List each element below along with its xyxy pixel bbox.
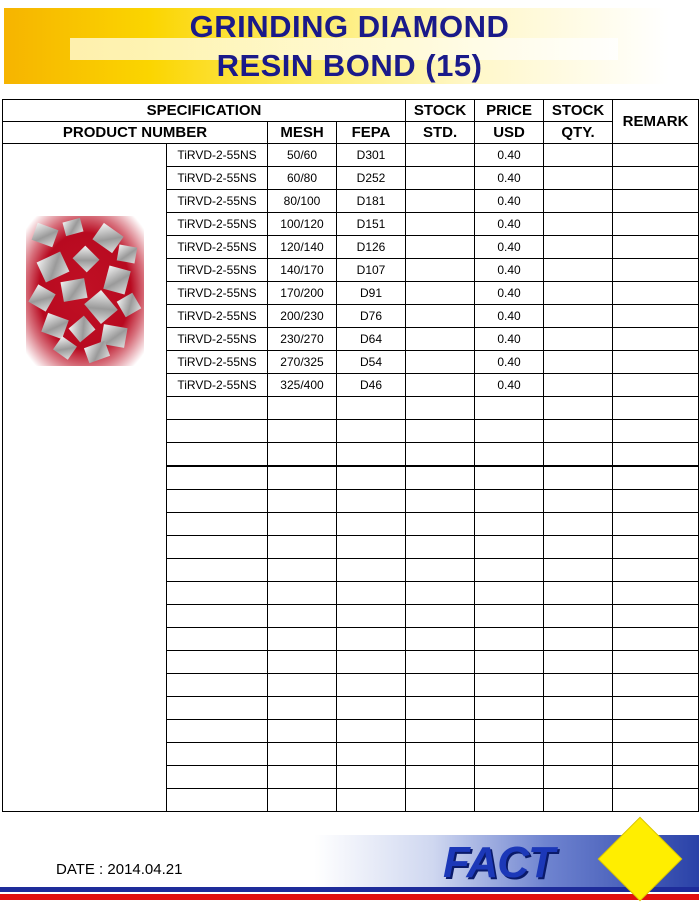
- diamond-crystal: [28, 284, 55, 311]
- fepa-cell: [337, 420, 406, 443]
- stock-std-cell: [406, 490, 475, 513]
- fepa-cell: [337, 674, 406, 697]
- diamond-crystal: [36, 252, 69, 283]
- stock-std-cell: [406, 374, 475, 397]
- mesh-cell: 140/170: [268, 259, 337, 282]
- table-body: [3, 144, 699, 812]
- stock-std-cell: [406, 605, 475, 628]
- stock-std-cell: [406, 190, 475, 213]
- remark-cell: [613, 328, 699, 351]
- mesh-cell: [268, 766, 337, 789]
- remark-cell: [613, 282, 699, 305]
- fepa-cell: [337, 697, 406, 720]
- remark-cell: [613, 697, 699, 720]
- diamond-crystal: [53, 336, 77, 359]
- header-specification: SPECIFICATION: [3, 100, 406, 122]
- price-cell: [475, 766, 544, 789]
- remark-cell: [613, 789, 699, 812]
- stock-std-cell: [406, 144, 475, 167]
- product-number-cell: [167, 720, 268, 743]
- stock-qty-cell: [544, 420, 613, 443]
- fepa-cell: D151: [337, 213, 406, 236]
- product-number-cell: [167, 766, 268, 789]
- remark-cell: [613, 651, 699, 674]
- product-number-cell: TiRVD-2-55NS: [167, 190, 268, 213]
- header-stock-std-line2: STD.: [406, 122, 475, 144]
- price-cell: 0.40: [475, 282, 544, 305]
- stock-qty-cell: [544, 167, 613, 190]
- header-price-line1: PRICE: [475, 100, 544, 122]
- remark-cell: [613, 466, 699, 490]
- stock-std-cell: [406, 674, 475, 697]
- remark-cell: [613, 351, 699, 374]
- fepa-cell: [337, 766, 406, 789]
- mesh-cell: [268, 582, 337, 605]
- stock-std-cell: [406, 720, 475, 743]
- mesh-cell: 100/120: [268, 213, 337, 236]
- page-title-line1: GRINDING DIAMOND: [189, 9, 510, 44]
- stock-qty-cell: [544, 766, 613, 789]
- remark-cell: [613, 628, 699, 651]
- fepa-cell: [337, 513, 406, 536]
- stock-std-cell: [406, 697, 475, 720]
- footer-rule-blue: [0, 887, 699, 892]
- stock-qty-cell: [544, 651, 613, 674]
- header-price-line2: USD: [475, 122, 544, 144]
- stock-qty-cell: [544, 397, 613, 420]
- price-cell: 0.40: [475, 374, 544, 397]
- stock-qty-cell: [544, 259, 613, 282]
- price-cell: 0.40: [475, 305, 544, 328]
- stock-qty-cell: [544, 190, 613, 213]
- product-number-cell: TiRVD-2-55NS: [167, 144, 268, 167]
- product-number-cell: [167, 490, 268, 513]
- remark-cell: [613, 743, 699, 766]
- fepa-cell: [337, 443, 406, 467]
- stock-qty-cell: [544, 144, 613, 167]
- mesh-cell: [268, 466, 337, 490]
- stock-qty-cell: [544, 605, 613, 628]
- diamond-crystal: [41, 313, 69, 339]
- product-number-cell: [167, 605, 268, 628]
- fepa-cell: D181: [337, 190, 406, 213]
- mesh-cell: [268, 559, 337, 582]
- specification-table: [2, 99, 699, 812]
- stock-qty-cell: [544, 743, 613, 766]
- stock-std-cell: [406, 397, 475, 420]
- mesh-cell: [268, 628, 337, 651]
- remark-cell: [613, 766, 699, 789]
- stock-qty-cell: [544, 559, 613, 582]
- stock-std-cell: [406, 213, 475, 236]
- price-cell: 0.40: [475, 259, 544, 282]
- product-number-cell: [167, 466, 268, 490]
- mesh-cell: [268, 490, 337, 513]
- stock-std-cell: [406, 536, 475, 559]
- mesh-cell: 60/80: [268, 167, 337, 190]
- remark-cell: [613, 305, 699, 328]
- price-cell: [475, 743, 544, 766]
- product-image-cell: [3, 144, 167, 812]
- remark-cell: [613, 190, 699, 213]
- stock-qty-cell: [544, 282, 613, 305]
- stock-std-cell: [406, 582, 475, 605]
- fepa-cell: [337, 651, 406, 674]
- fepa-cell: [337, 582, 406, 605]
- fepa-cell: [337, 605, 406, 628]
- product-number-cell: [167, 743, 268, 766]
- price-cell: 0.40: [475, 167, 544, 190]
- header-stock-qty-line2: QTY.: [544, 122, 613, 144]
- mesh-cell: 325/400: [268, 374, 337, 397]
- product-number-cell: TiRVD-2-55NS: [167, 351, 268, 374]
- price-cell: 0.40: [475, 351, 544, 374]
- fepa-cell: [337, 397, 406, 420]
- fepa-cell: D107: [337, 259, 406, 282]
- stock-qty-cell: [544, 789, 613, 812]
- stock-std-cell: [406, 305, 475, 328]
- stock-qty-cell: [544, 305, 613, 328]
- header-stock-qty-line1: STOCK: [544, 100, 613, 122]
- remark-cell: [613, 167, 699, 190]
- fepa-cell: D64: [337, 328, 406, 351]
- fepa-cell: [337, 628, 406, 651]
- stock-std-cell: [406, 513, 475, 536]
- stock-std-cell: [406, 328, 475, 351]
- price-cell: 0.40: [475, 144, 544, 167]
- product-number-cell: [167, 789, 268, 812]
- remark-cell: [613, 674, 699, 697]
- mesh-cell: [268, 513, 337, 536]
- mesh-cell: [268, 720, 337, 743]
- fepa-cell: D252: [337, 167, 406, 190]
- stock-std-cell: [406, 743, 475, 766]
- stock-qty-cell: [544, 351, 613, 374]
- remark-cell: [613, 559, 699, 582]
- diamond-crystal: [83, 341, 109, 364]
- product-number-cell: TiRVD-2-55NS: [167, 305, 268, 328]
- remark-cell: [613, 605, 699, 628]
- product-number-cell: [167, 628, 268, 651]
- mesh-cell: [268, 651, 337, 674]
- price-cell: 0.40: [475, 328, 544, 351]
- price-cell: 0.40: [475, 190, 544, 213]
- price-cell: 0.40: [475, 213, 544, 236]
- fepa-cell: [337, 559, 406, 582]
- stock-std-cell: [406, 766, 475, 789]
- stock-std-cell: [406, 789, 475, 812]
- diamond-crystal: [103, 266, 130, 295]
- remark-cell: [613, 582, 699, 605]
- fepa-cell: D91: [337, 282, 406, 305]
- stock-std-cell: [406, 651, 475, 674]
- price-cell: [475, 651, 544, 674]
- stock-qty-cell: [544, 443, 613, 467]
- remark-cell: [613, 720, 699, 743]
- diamond-crystal: [116, 245, 137, 264]
- mesh-cell: 230/270: [268, 328, 337, 351]
- mesh-cell: [268, 443, 337, 467]
- fepa-cell: [337, 789, 406, 812]
- stock-qty-cell: [544, 374, 613, 397]
- header-product-number: PRODUCT NUMBER: [3, 122, 268, 144]
- price-cell: [475, 720, 544, 743]
- price-cell: [475, 397, 544, 420]
- mesh-cell: [268, 420, 337, 443]
- price-cell: [475, 697, 544, 720]
- header-stock-std-line1: STOCK: [406, 100, 475, 122]
- product-number-cell: [167, 674, 268, 697]
- stock-qty-cell: [544, 213, 613, 236]
- diamond-crystal: [31, 223, 58, 247]
- product-number-cell: TiRVD-2-55NS: [167, 374, 268, 397]
- remark-cell: [613, 397, 699, 420]
- stock-qty-cell: [544, 513, 613, 536]
- remark-cell: [613, 144, 699, 167]
- footer-rule-red: [0, 894, 699, 900]
- remark-cell: [613, 374, 699, 397]
- price-cell: [475, 605, 544, 628]
- stock-qty-cell: [544, 697, 613, 720]
- mesh-cell: 170/200: [268, 282, 337, 305]
- stock-qty-cell: [544, 628, 613, 651]
- remark-cell: [613, 490, 699, 513]
- remark-cell: [613, 213, 699, 236]
- fact-logo: FACT: [443, 838, 554, 887]
- product-number-cell: [167, 420, 268, 443]
- product-number-cell: TiRVD-2-55NS: [167, 259, 268, 282]
- stock-std-cell: [406, 282, 475, 305]
- stock-qty-cell: [544, 674, 613, 697]
- product-number-cell: TiRVD-2-55NS: [167, 328, 268, 351]
- stock-std-cell: [406, 559, 475, 582]
- product-number-cell: [167, 582, 268, 605]
- mesh-cell: [268, 743, 337, 766]
- fepa-cell: [337, 536, 406, 559]
- mesh-cell: [268, 674, 337, 697]
- product-number-cell: TiRVD-2-55NS: [167, 236, 268, 259]
- product-number-cell: [167, 697, 268, 720]
- diamond-crystal: [62, 218, 83, 236]
- stock-qty-cell: [544, 236, 613, 259]
- price-cell: [475, 490, 544, 513]
- price-cell: 0.40: [475, 236, 544, 259]
- price-cell: [475, 466, 544, 490]
- diamond-crystal: [68, 316, 95, 343]
- fepa-cell: [337, 720, 406, 743]
- fepa-cell: D76: [337, 305, 406, 328]
- mesh-cell: 200/230: [268, 305, 337, 328]
- stock-std-cell: [406, 420, 475, 443]
- header-mesh: MESH: [268, 122, 337, 144]
- fepa-cell: D54: [337, 351, 406, 374]
- remark-cell: [613, 443, 699, 467]
- remark-cell: [613, 513, 699, 536]
- table-row: [3, 144, 699, 167]
- mesh-cell: 270/325: [268, 351, 337, 374]
- header-fepa: FEPA: [337, 122, 406, 144]
- product-number-cell: TiRVD-2-55NS: [167, 213, 268, 236]
- stock-std-cell: [406, 443, 475, 467]
- product-number-cell: [167, 651, 268, 674]
- stock-qty-cell: [544, 490, 613, 513]
- fepa-cell: [337, 743, 406, 766]
- price-cell: [475, 513, 544, 536]
- stock-qty-cell: [544, 328, 613, 351]
- product-number-cell: [167, 443, 268, 467]
- remark-cell: [613, 236, 699, 259]
- mesh-cell: [268, 789, 337, 812]
- price-cell: [475, 536, 544, 559]
- product-number-cell: TiRVD-2-55NS: [167, 167, 268, 190]
- stock-std-cell: [406, 466, 475, 490]
- product-number-cell: [167, 536, 268, 559]
- fepa-cell: D301: [337, 144, 406, 167]
- product-number-cell: [167, 513, 268, 536]
- mesh-cell: 80/100: [268, 190, 337, 213]
- diamond-crystal: [60, 278, 87, 302]
- stock-qty-cell: [544, 582, 613, 605]
- fepa-cell: [337, 466, 406, 490]
- header-remark: REMARK: [613, 100, 699, 144]
- stock-std-cell: [406, 167, 475, 190]
- mesh-cell: 120/140: [268, 236, 337, 259]
- fepa-cell: [337, 490, 406, 513]
- fepa-cell: D126: [337, 236, 406, 259]
- stock-std-cell: [406, 351, 475, 374]
- fepa-cell: D46: [337, 374, 406, 397]
- page-title-line2: RESIN BOND (15): [216, 48, 483, 83]
- mesh-cell: [268, 536, 337, 559]
- diamond-crystal: [116, 293, 141, 318]
- product-number-cell: TiRVD-2-55NS: [167, 282, 268, 305]
- product-number-cell: [167, 397, 268, 420]
- mesh-cell: 50/60: [268, 144, 337, 167]
- stock-std-cell: [406, 628, 475, 651]
- mesh-cell: [268, 697, 337, 720]
- mesh-cell: [268, 605, 337, 628]
- price-cell: [475, 582, 544, 605]
- stock-qty-cell: [544, 536, 613, 559]
- price-cell: [475, 420, 544, 443]
- diamond-crystal: [84, 290, 118, 324]
- stock-qty-cell: [544, 720, 613, 743]
- price-cell: [475, 789, 544, 812]
- stock-qty-cell: [544, 466, 613, 490]
- price-cell: [475, 628, 544, 651]
- remark-cell: [613, 420, 699, 443]
- price-cell: [475, 443, 544, 467]
- price-cell: [475, 559, 544, 582]
- stock-std-cell: [406, 236, 475, 259]
- stock-std-cell: [406, 259, 475, 282]
- diamond-crystal: [72, 246, 99, 273]
- mesh-cell: [268, 397, 337, 420]
- remark-cell: [613, 536, 699, 559]
- price-cell: [475, 674, 544, 697]
- diamond-grit-photo-icon: [26, 216, 144, 366]
- product-number-cell: [167, 559, 268, 582]
- date-label: DATE : 2014.04.21: [56, 861, 183, 878]
- remark-cell: [613, 259, 699, 282]
